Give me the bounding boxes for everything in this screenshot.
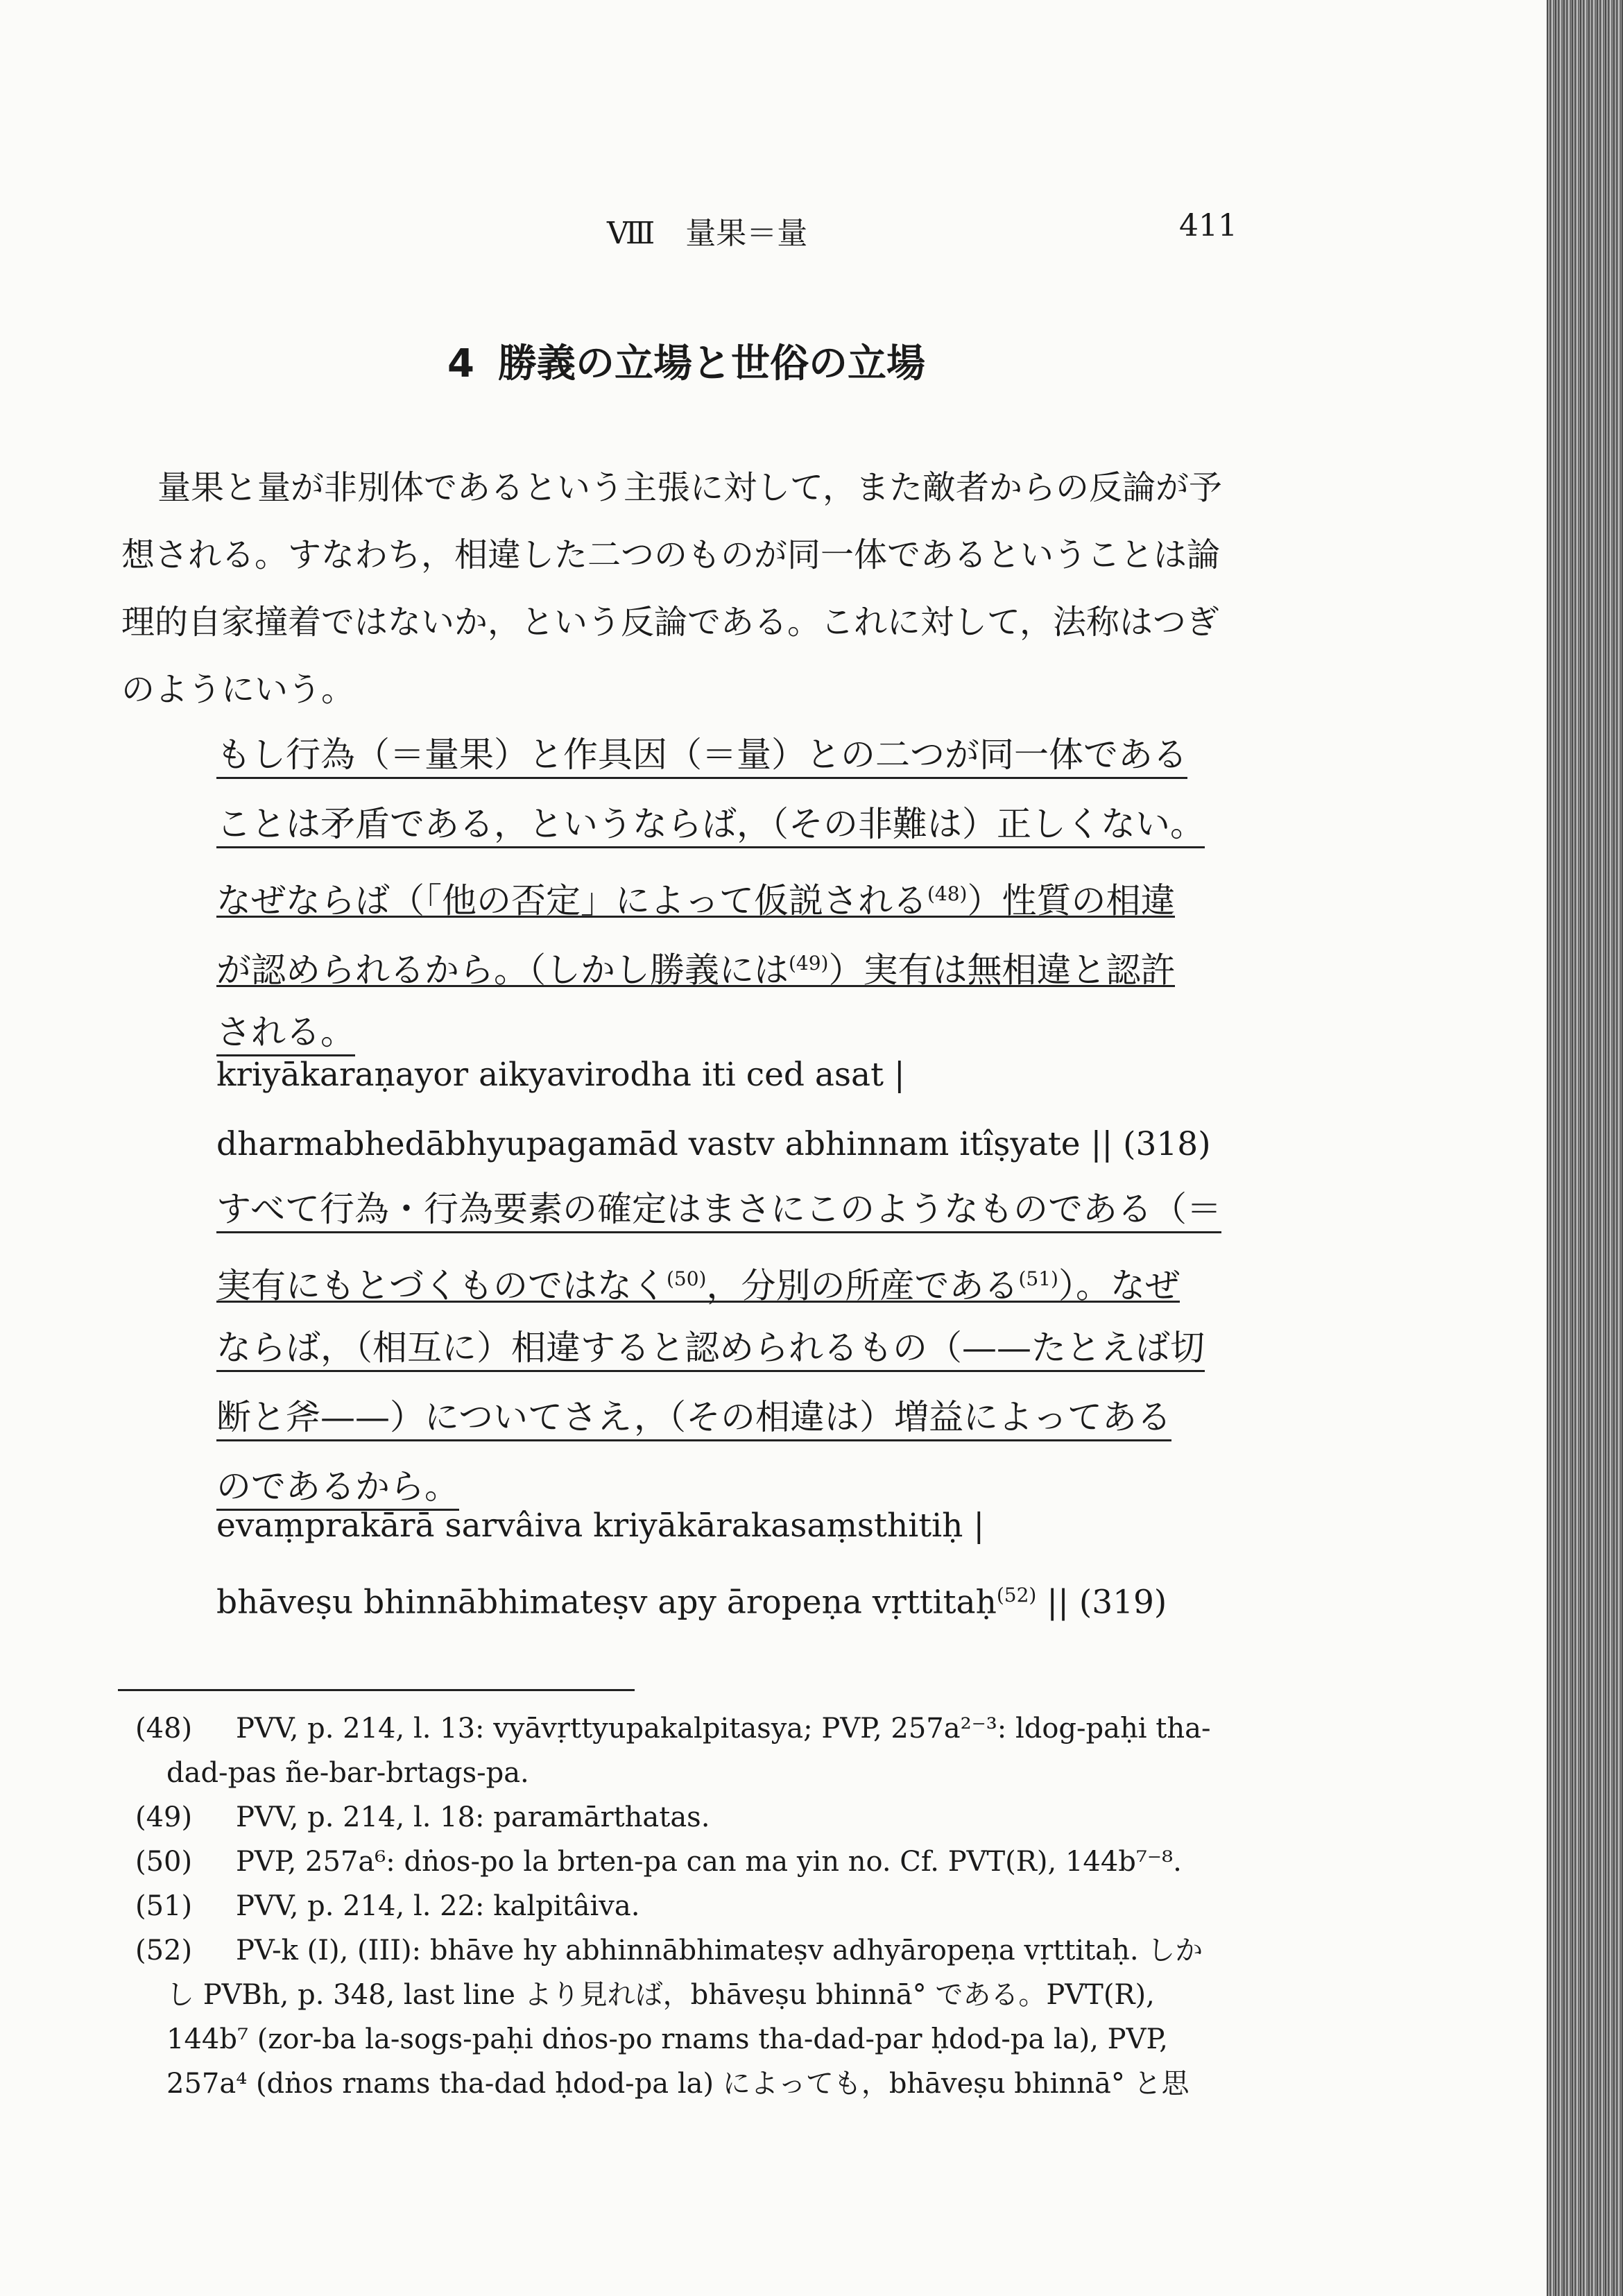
sanskrit-line: dharmabhedābhyupagamād vastv abhinnam itîṣyate || (318) bbox=[216, 1125, 1211, 1163]
sanskrit-line: kriyākaraṇayor aikyavirodha iti ced asat | bbox=[216, 1056, 905, 1094]
footnotes bbox=[135, 1706, 1273, 2106]
footnote-ref-52[interactable]: (52) bbox=[996, 1584, 1037, 1607]
running-header: Ⅷ 量果＝量 bbox=[607, 216, 808, 251]
footnote-ref-49[interactable]: (49) bbox=[789, 952, 829, 975]
footnote-number: (50) bbox=[135, 1846, 193, 1878]
page-number: 411 bbox=[1179, 208, 1237, 243]
footnote-number: (48) bbox=[135, 1713, 193, 1745]
footnote-number: (51) bbox=[135, 1890, 193, 1922]
intro-paragraph bbox=[121, 454, 1266, 723]
verse-translation-318 bbox=[216, 721, 1205, 1068]
verse-line: すべて行為・行為要素の確定はまさにこのようなものである（＝ bbox=[216, 1176, 1221, 1233]
footnote-51: (51) PVV, p. 214, l. 22: kalpitâiva. bbox=[135, 1884, 1273, 1928]
verse-line: なぜならば（「他の否定」によって仮説される$^{(48)}$）性質の相違 bbox=[216, 860, 1175, 918]
footnote-48: (48) PVV, p. 214, l. 13: vyāvṛttyupakalpitasya; PVP, 257a²⁻³: ldog-paḥi tha- dad-pas ñe-bar-brtags-pa. bbox=[135, 1706, 1273, 1795]
footnote-number: (52) bbox=[135, 1935, 193, 1967]
footnote-number: (49) bbox=[135, 1801, 193, 1833]
verse-translation-319 bbox=[216, 1176, 1221, 1523]
sanskrit-verse-319 bbox=[216, 1491, 1167, 1638]
sanskrit-line: evaṃprakārā sarvâiva kriyākārakasaṃsthitiḥ | bbox=[216, 1507, 985, 1545]
intro-line: 理的自家撞着ではないか，という反論である。これに対して，法称はつぎ bbox=[121, 603, 1220, 642]
verse-line: される。 bbox=[216, 999, 355, 1056]
intro-line: 量果と量が非別体であるという主張に対して，また敵者からの反論が予 bbox=[157, 468, 1223, 507]
verse-line: が認められるから。（しかし勝義には$^{(49)}$）実有は無相違と認許 bbox=[216, 929, 1175, 987]
section-number: 4 bbox=[447, 341, 474, 386]
verse-line: もし行為（＝量果）と作具因（＝量）との二つが同一体である bbox=[216, 721, 1187, 779]
intro-line: のようにいう。 bbox=[121, 670, 355, 709]
footnote-divider bbox=[118, 1689, 635, 1691]
footnote-49: (49) PVV, p. 214, l. 18: paramārthatas. bbox=[135, 1795, 1273, 1840]
sanskrit-line: bhāveṣu bhinnābhimateṣv apy āropeṇa vṛttitaḥ$^{(52)}$ || (319) bbox=[216, 1583, 1167, 1622]
section-heading bbox=[447, 333, 925, 388]
section-title: 勝義の立場と世俗の立場 bbox=[497, 341, 925, 386]
intro-line: 想される。すなわち，相違した二つのものが同一体であるということは論 bbox=[121, 536, 1221, 574]
footnote-ref-48[interactable]: (48) bbox=[927, 882, 968, 905]
footnote-50: (50) PVP, 257a⁶: dṅos-po la brten-pa can ma yin no. Cf. PVT(R), 144b⁷⁻⁸. bbox=[135, 1840, 1273, 1884]
verse-line: ならば，（相互に）相違すると認められるもの（——たとえば切 bbox=[216, 1314, 1205, 1372]
page-edge-scan-shadow bbox=[1547, 0, 1623, 2296]
verse-line: ことは矛盾である，というならば，（その非難は）正しくない。 bbox=[216, 791, 1205, 848]
footnote-52: (52) PV-k (I), (III): bhāve hy abhinnābhimateṣv adhyāropeṇa vṛttitaḥ. しか し PVBh, p. 348, last line より見れば，bhāveṣu bhinnā° である。PVT(R), 144b⁷ (zor-ba la-sogs-paḥi dṅos-po rnams tha-dad-par ḥdod-pa la), PVP, 257a⁴ (dṅos rnams tha-dad ḥdod-pa la) によっても，bhāveṣu bhinnā° と思 bbox=[135, 1928, 1273, 2106]
verse-line: 断と斧——）についてさえ，（その相違は）増益によってある bbox=[216, 1384, 1171, 1441]
verse-line: のであるから。 bbox=[216, 1453, 459, 1511]
sanskrit-verse-318 bbox=[216, 1040, 1211, 1179]
footnote-ref-51[interactable]: (51) bbox=[1018, 1267, 1058, 1290]
verse-line: 実有にもとづくものではなく$^{(50)}$，分別の所産である$^{(51)}$）。なぜ bbox=[216, 1245, 1180, 1303]
footnote-ref-50[interactable]: (50) bbox=[667, 1267, 707, 1290]
